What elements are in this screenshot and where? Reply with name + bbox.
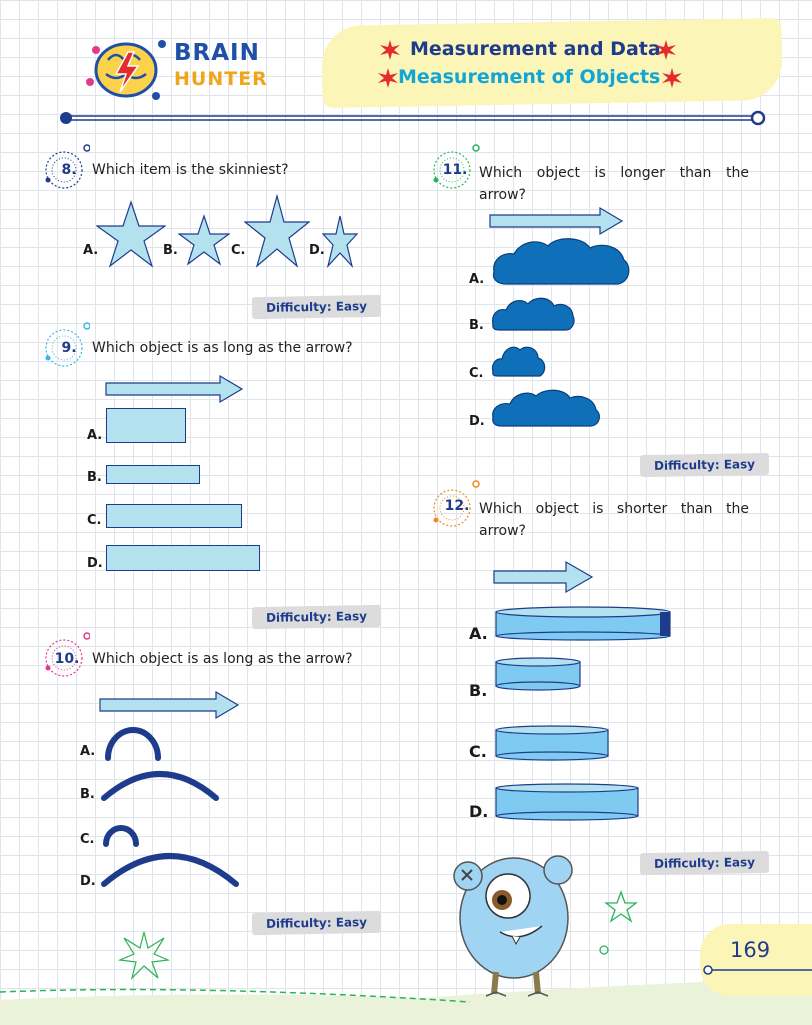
question-text: Which item is the skinniest? (92, 162, 289, 178)
difficulty-badge: Difficulty: Easy (252, 295, 381, 319)
star-burst-icon (656, 40, 676, 60)
option-label[interactable]: C. (469, 366, 484, 381)
star-burst-icon (378, 68, 398, 88)
rectangle-option-d[interactable] (106, 545, 260, 571)
question-number: 10. (54, 651, 80, 667)
option-label[interactable]: C. (87, 513, 102, 528)
question-number: 9. (61, 340, 77, 356)
logo-word-brain: BRAIN (174, 40, 260, 66)
cloud-option-d[interactable] (490, 388, 602, 430)
arc-option-b[interactable] (98, 764, 222, 804)
option-label[interactable]: C. (469, 742, 487, 761)
option-label[interactable]: A. (80, 744, 96, 759)
star-burst-icon (380, 40, 400, 60)
difficulty-badge: Difficulty: Easy (640, 851, 769, 875)
rectangle-option-c[interactable] (106, 504, 242, 528)
option-label[interactable]: B. (163, 243, 178, 258)
question-number: 8. (61, 162, 77, 178)
option-label[interactable]: D. (309, 243, 325, 258)
difficulty-badge: Difficulty: Easy (252, 911, 381, 935)
option-label[interactable]: B. (469, 681, 488, 700)
star-doodle-icon (604, 890, 638, 924)
reference-arrow (488, 206, 626, 236)
footer-ground (0, 960, 812, 1025)
page-number-line (700, 962, 812, 978)
cloud-option-b[interactable] (490, 296, 576, 334)
circle-doodle-icon (598, 944, 610, 956)
cylinder-option-a[interactable] (494, 604, 674, 642)
star-option-a[interactable] (96, 200, 166, 268)
page-subtitle: Measurement of Objects (398, 66, 661, 88)
option-label[interactable]: A. (469, 624, 488, 643)
question-text: Which object is longer than the arrow? (479, 165, 749, 203)
star-burst-icon (662, 68, 682, 88)
cylinder-option-b[interactable] (494, 656, 582, 692)
title-band (321, 18, 782, 108)
option-label[interactable]: A. (87, 428, 103, 443)
question-text: Which object is as long as the arrow? (92, 340, 353, 356)
logo-word-hunter: HUNTER (174, 68, 268, 90)
cylinder-option-c[interactable] (494, 724, 610, 762)
option-label[interactable]: A. (469, 272, 485, 287)
option-label[interactable]: C. (231, 243, 246, 258)
option-label[interactable]: A. (83, 243, 99, 258)
arc-option-c[interactable] (100, 818, 144, 848)
option-label[interactable]: D. (87, 556, 103, 571)
arc-option-a[interactable] (100, 722, 166, 762)
star-option-d[interactable] (322, 214, 358, 268)
rectangle-option-b[interactable] (106, 465, 200, 484)
cloud-option-a[interactable] (490, 236, 632, 288)
star-option-b[interactable] (178, 214, 230, 266)
question-number: 11. (442, 162, 468, 178)
difficulty-badge: Difficulty: Easy (252, 605, 381, 629)
header-divider (58, 108, 770, 128)
option-label[interactable]: D. (80, 874, 96, 889)
option-label[interactable]: B. (469, 318, 484, 333)
arc-option-d[interactable] (98, 846, 244, 890)
option-label[interactable]: B. (87, 470, 102, 485)
question-text: Which object is as long as the arrow? (92, 651, 353, 667)
difficulty-badge: Difficulty: Easy (640, 453, 769, 477)
option-label[interactable]: D. (469, 414, 485, 429)
brain-hunter-logo (82, 30, 272, 105)
option-label[interactable]: C. (80, 832, 95, 847)
reference-arrow (492, 560, 596, 594)
cloud-option-c[interactable] (490, 342, 548, 382)
reference-arrow (98, 690, 242, 720)
page-number: 169 (730, 938, 771, 962)
option-label[interactable]: B. (80, 787, 95, 802)
rectangle-option-a[interactable] (106, 408, 186, 443)
star-option-c[interactable] (244, 194, 310, 268)
monster-mascot-icon (450, 848, 578, 1000)
page-title: Measurement and Data (410, 38, 661, 60)
question-text: Which object is shorter than the arrow? (479, 501, 749, 539)
question-number: 12. (444, 498, 470, 514)
cylinder-option-d[interactable] (494, 782, 640, 822)
option-label[interactable]: D. (469, 802, 489, 821)
brain-icon (82, 30, 177, 105)
reference-arrow (104, 374, 246, 404)
